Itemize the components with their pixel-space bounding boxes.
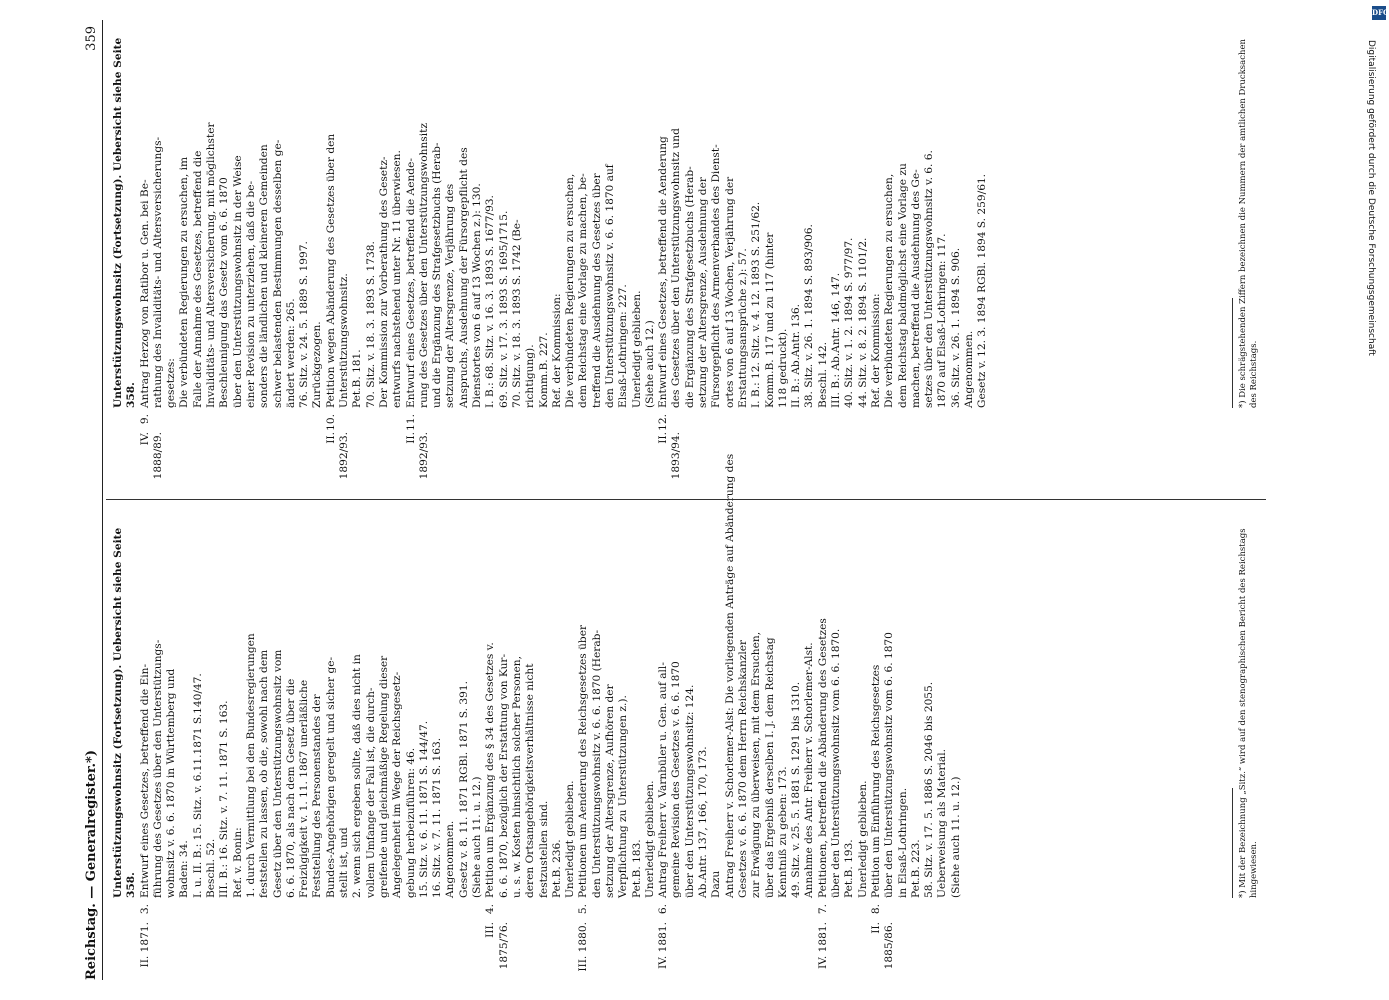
- session-year-label: II. 1871.: [138, 922, 151, 968]
- entry-line: Pet.B. 181.: [351, 349, 364, 408]
- footnote-left: *) Mit der Bezeichnung „Sitz.“ wird auf den stenographischen Bericht des Reichstags hingewiesen.: [1238, 528, 1259, 898]
- entry-line: Gesetz v. 8. 11. 1871 RGBl. 1871 S. 391.: [457, 680, 470, 898]
- entry-line: rathung des Invaliditäts- und Altersversicherungs-: [151, 136, 164, 408]
- entry-line: festzustellen sind.: [537, 800, 550, 898]
- entry-line: 1870 auf Elsaß-Lothringen: 117.: [936, 233, 949, 408]
- entry-line: III. B.: Ab.Antr. 146, 147.: [830, 272, 843, 408]
- entry-number: 12.: [657, 414, 670, 431]
- entry-line: gebung herbeizuführen: 46.: [404, 747, 417, 898]
- column-heading: Unterstützungswohnsitz (Fortsetzung). Uebersicht siehe Seite 358.: [112, 37, 138, 408]
- entry-line: den Unterstützungswohnsitz v. 6. 6. 1870 (Herab-: [590, 629, 603, 898]
- entry-line: Unerledigt geblieben.: [643, 780, 656, 898]
- entry-line: ortes von 6 auf 13 Wochen, Verjährung der: [723, 176, 736, 408]
- footnote-rule-left: [1232, 788, 1233, 898]
- entry-number: 4.: [484, 904, 497, 915]
- entry-body: [870, 510, 963, 898]
- page-number: 359: [84, 26, 99, 51]
- entry-line: Beschleunigung das Gesetz vom 6. 6. 1870: [218, 177, 231, 408]
- entry-number: 10.: [324, 414, 337, 431]
- column-right: [112, 20, 1297, 490]
- entry-line: 58. Sitz. v. 17. 5. 1886 S. 2046 bis 2055.: [923, 681, 936, 898]
- entry-line: Anspruchs, Ausdehnung der Fürsorgepflicht des: [457, 147, 470, 408]
- entry-line: Angenommen.: [963, 330, 975, 408]
- entry-line: über den Unterstützungswohnsitz vom 6. 6. 1870.: [830, 628, 843, 898]
- entry-line: Unterstützungswohnsitz.: [338, 273, 351, 408]
- entry-line: Ref. der Kommission:: [869, 293, 882, 408]
- entry-line: und die Ergänzung des Strafgesetzbuchs (Herab-: [431, 142, 444, 408]
- entry-body: [325, 20, 405, 408]
- entry-line: Ref. der Kommission:: [550, 293, 563, 408]
- register-entry: [870, 510, 963, 980]
- entry-line: 16. Sitz. v. 7. 11. 1871 S. 163.: [431, 737, 444, 898]
- entry-line: schwer belastenden Bestimmungen desselben ge-: [271, 139, 284, 408]
- entry-line: treffend die Ausdehnung des Gesetzes über: [590, 173, 603, 408]
- entry-line: Antrag Freiherr v. Schorlemer-Alst: Die vorliegenden Anträge auf Abänderung des: [723, 453, 736, 898]
- entry-line: über das Ergebniß derselben I. J. dem Reichstag: [763, 637, 776, 898]
- entry-number: 3.: [138, 904, 151, 915]
- register-entry: [817, 510, 870, 980]
- register-entry: [484, 510, 577, 980]
- entry-line: I. B.: 68. Sitz. v. 16. 3. 1893 S. 1677/93.: [484, 195, 497, 408]
- entry-line: richtigung).: [524, 344, 537, 408]
- entry-line: Kenntniß zu geben: 173.: [776, 766, 789, 898]
- entry-line: (Siehe auch 11. u. 12.): [949, 776, 962, 898]
- entry-line: greifende und gleichmäßige Regelung dieser: [377, 655, 390, 898]
- entry-line: die Ergänzung des Strafgesetzbuchs (Herab-: [683, 166, 696, 408]
- entry-line: Unerledigt geblieben.: [564, 780, 577, 898]
- entry-line: gesetzes:: [165, 358, 178, 408]
- column-heading: Unterstützungswohnsitz (Fortsetzung). Uebersicht siehe Seite 358.: [112, 527, 138, 898]
- entry-line: Dazu: [710, 870, 723, 898]
- entry-line: Die verbündeten Regierungen zu ersuchen, im: [178, 156, 191, 408]
- entry-line: vollem Umfange der Fall ist, die durch-: [364, 687, 377, 898]
- entry-line: stellt ist, und: [338, 827, 351, 898]
- session-year-label: IV. 1881.: [657, 922, 670, 970]
- register-entry: [577, 510, 657, 980]
- entry-body: [405, 20, 658, 408]
- entry-line: 70. Sitz. v. 18. 3. 1893 S. 1738.: [364, 241, 377, 408]
- entry-line: Ueberweisung als Material.: [936, 749, 949, 898]
- entry-line: u. s. w. Kosten hinsichtlich solcher Personen,: [510, 656, 523, 898]
- register-entry: [657, 20, 989, 490]
- entry-line: Petition wegen Abänderung des Gesetzes über den: [324, 133, 337, 408]
- entry-line: Die verbündeten Regierungen zu ersuchen,: [564, 173, 577, 408]
- entry-line: Invaliditäts- und Altersversicherung, mit möglichster: [205, 122, 218, 408]
- entry-line: 40. Sitz. v. 1. 2. 1894 S. 977/97.: [843, 237, 856, 408]
- entry-line: zur Erwägung zu überweisen, mit dem Ersuchen,: [750, 631, 763, 898]
- entry-number: 6.: [657, 904, 670, 915]
- entry-line: sonders die ländlichen und kleineren Gemeinden: [258, 144, 271, 408]
- entry-line: Entwurf eines Gesetzes, betreffend die Ein-: [138, 663, 151, 898]
- entry-line: Beschl. 142.: [816, 342, 829, 408]
- entry-line: Feststellung des Personenstandes der: [311, 694, 324, 898]
- entry-line: Der Kommission zur Vorberathung des Gesetz-: [377, 156, 390, 408]
- session-year-label: IV. 1881.: [816, 922, 829, 970]
- entry-line: setzung der Altersgrenze, Ausdehnung der: [697, 177, 710, 408]
- entry-number: 5.: [577, 904, 590, 915]
- register-entry: [405, 20, 658, 490]
- entry-number: 8.: [869, 904, 882, 915]
- header-rule: [102, 20, 103, 980]
- entry-line: Unerledigt geblieben.: [630, 290, 643, 408]
- entry-line: Petition um Einführung des Reichsgesetzes: [869, 664, 882, 898]
- entry-line: I. u. II. B.: 15. Sitz. v. 6.11.1871 S.140/47.: [191, 673, 204, 898]
- entry-body: [657, 20, 989, 408]
- entry-line: Beschl. 52.: [205, 838, 218, 898]
- entry-line: Falle der Annahme des Gesetzes, betreffend die: [191, 150, 204, 408]
- entry-line: Petitionen um Aenderung des Reichsgesetzes über: [577, 624, 590, 898]
- entry-line: 118 gedruckt).: [776, 328, 789, 408]
- entry-body: [139, 20, 325, 408]
- digitization-credit-text: Digitalisierung gefördert durch die Deutsche Forschungsgemeinschaft: [1366, 40, 1376, 356]
- entry-line: dem Reichstag eine Vorlage zu machen, be-: [577, 173, 590, 408]
- entry-line: Pet.B. 183.: [630, 839, 643, 898]
- entry-line: Bundes-Angehörigen geregelt und sicher ge-: [324, 656, 337, 898]
- entry-line: Petitionen, betreffend die Abänderung des Gesetzes: [816, 618, 829, 898]
- session-year-label: II. 1892/93.: [404, 432, 430, 480]
- entry-line: 36. Sitz. v. 26. 1. 1894 S. 906.: [949, 247, 962, 408]
- entry-number: 11.: [404, 414, 417, 431]
- entry-line: Antrag Freiherr v. Varnbüler u. Gen. auf all-: [657, 662, 670, 898]
- session-year-label: II. 1885/86.: [869, 922, 896, 970]
- entry-line: Die verbündeten Regierungen zu ersuchen,: [883, 173, 896, 408]
- session-year-label: II. 1893/94.: [657, 432, 683, 480]
- entry-line: 70. Sitz. v. 18. 3. 1893 S. 1742 (Be-: [510, 219, 523, 408]
- entry-line: Entwurf eines Gesetzes, betreffend die Aenderung: [657, 136, 670, 408]
- entry-number: 9.: [138, 414, 151, 425]
- entry-line: 69. Sitz. v. 17. 3. 1893 S. 1695/1715.: [497, 210, 510, 408]
- entry-line: setzung der Altersgrenze, Verjährung des: [444, 183, 457, 408]
- entry-line: (Siehe auch 11. u. 12.): [471, 776, 484, 898]
- session-year-label: III. 1880.: [577, 922, 590, 972]
- entry-body: [577, 510, 657, 898]
- entry-line: setzung der Altersgrenze, Aufhören der: [603, 684, 616, 898]
- entry-line: deren Ortsangehörigkeitsverhältnisse nicht: [524, 663, 537, 898]
- entry-line: entwurfs nachstehend unter Nr. 11 überwiesen.: [391, 150, 404, 408]
- entry-line: über den Unterstützungswohnsitz vom 6. 6. 1870: [883, 632, 896, 898]
- entry-line: Erstattungsansprüche z.): 57.: [736, 248, 749, 408]
- register-entry: [139, 510, 485, 980]
- session-year-label: IV. 1888/89.: [138, 432, 164, 480]
- entry-line: I. B.: 12. Sitz. v. 4. 12. 1893 S. 251/62.: [750, 201, 763, 408]
- entry-line: den Unterstützungswohnsitz v. 6. 6. 1870 auf: [603, 164, 616, 408]
- entry-line: Ref. v. Bonin:: [231, 827, 244, 898]
- register-page: [78, 20, 1323, 980]
- entry-line: Pet.B. 223.: [909, 839, 922, 898]
- entry-line: Elsaß-Lothringen: 227.: [617, 284, 630, 408]
- entry-line: Gesetz v. 12. 3. 1894 RGBl. 1894 S. 259/61.: [976, 173, 989, 408]
- entry-line: II. B.: Ab.Antr. 136.: [790, 304, 803, 408]
- entry-line: Zurückgezogen.: [311, 321, 324, 408]
- entry-line: 1. durch Vermittlung bei den Bundesregierungen: [244, 633, 257, 898]
- entry-line: in Elsaß-Lothringen.: [896, 787, 909, 898]
- entry-line: Gesetzes v. 6. 6. 1870 dem Herrn Reichskanzler: [736, 639, 749, 898]
- entry-line: 6. 6. 1870, bezüglich der Erstattung von Kur-: [497, 653, 510, 898]
- entry-line: 2. wenn sich ergeben sollte, daß dies nicht in: [351, 654, 364, 898]
- entry-line: Entwurf eines Gesetzes, betreffend die Aende-: [404, 158, 417, 408]
- digitization-credit: [1364, 40, 1378, 920]
- entry-line: Annahme des Antr. Freiherr v. Schorlemer-Alst.: [803, 642, 816, 898]
- footnote-right: *) Die schrägstehenden Ziffern bezeichnen die Nummern der amtlichen Drucksachen des Reichstags.: [1238, 39, 1259, 408]
- register-entry: [325, 20, 405, 490]
- entry-line: feststellen zu lassen, ob die, sowohl nach dem: [258, 649, 271, 898]
- entry-line: einer Revision zu unterziehen, daß die be-: [244, 180, 257, 408]
- entry-line: (Siehe auch 12.): [643, 320, 656, 408]
- entry-line: 6. 6. 1870, als nach dem Gesetz über die: [284, 678, 297, 898]
- entry-line: setzes über den Unterstützungswohnsitz v. 6. 6.: [923, 150, 936, 408]
- entry-line: des Gesetzes über den Unterstützungswohnsitz und: [670, 128, 683, 408]
- entry-line: über den Unterstützungswohnsitz in der Weise: [231, 155, 244, 408]
- running-head: Reichstag. — Generalregister.*): [84, 750, 99, 980]
- entry-line: rung des Gesetzes über den Unterstützungswohnsitz: [417, 123, 430, 408]
- entry-line: gemeine Revision des Gesetzes v. 6. 6. 1870: [670, 661, 683, 898]
- entry-line: Petition um Ergänzung des § 34 des Gesetzes v.: [484, 642, 497, 898]
- entry-line: über den Unterstützungswohnsitz: 124.: [683, 684, 696, 898]
- entry-line: Unerledigt geblieben.: [856, 780, 869, 898]
- entry-line: 15. Sitz. v. 6. 11. 1871 S. 144/47.: [417, 720, 430, 898]
- entry-line: Freizügigkeit v. 1. 11. 1867 unerläßliche: [298, 679, 311, 898]
- entry-line: Ab.Antr. 137, 166, 170, 173.: [697, 746, 710, 898]
- entry-line: machen, betreffend die Ausdehnung des Ge-: [909, 169, 922, 408]
- dfg-logo: DFG: [1372, 6, 1386, 20]
- entry-line: ändert werden: 265.: [284, 298, 297, 408]
- column-divider: [106, 499, 1266, 500]
- entry-line: Baden: 34.: [178, 840, 191, 898]
- session-year-label: III. 1875/76.: [484, 922, 510, 970]
- entry-line: Komm.B. 227.: [537, 332, 550, 408]
- entry-line: Antrag Herzog von Ratibor u. Gen. bei Be-: [138, 179, 151, 408]
- entry-line: führung des Gesetzes über den Unterstützungs-: [151, 639, 164, 898]
- entry-body: [484, 510, 577, 898]
- entry-line: Dienstortes von 6 auf 13 Wochen z.): 130.: [471, 183, 484, 408]
- entry-body: [139, 510, 485, 898]
- entry-line: Pet.B. 193.: [843, 839, 856, 898]
- entry-line: Fürsorgepflicht des Armenverbandes des Dienst-: [710, 144, 723, 408]
- entry-line: 44. Sitz. v. 8. 2. 1894 S. 1101/2.: [856, 237, 869, 408]
- entry-line: 49. Sitz. v. 25. 5. 1881 S. 1291 bis 1310.: [790, 681, 803, 898]
- entry-line: wohnsitz v. 6. 6. 1870 in Württemberg und: [165, 668, 178, 898]
- entry-line: Pet.B. 236.: [550, 839, 563, 898]
- footnote-rule-right: [1232, 298, 1233, 408]
- entry-line: 38. Sitz. v. 26. 1. 1894 S. 893/906.: [803, 224, 816, 408]
- entry-body: [817, 510, 870, 898]
- entry-line: Angelegenheit im Wege der Reichsgesetz-: [391, 671, 404, 898]
- entry-line: Verpflichtung zu Unterstützungen z.).: [617, 695, 630, 898]
- entry-line: Angenommen.: [444, 820, 457, 898]
- entry-line: Komm.B. 117 und zu 117 (hinter: [763, 232, 776, 408]
- entry-line: 76. Sitz. v. 24. 5. 1889 S. 1997.: [298, 241, 311, 408]
- session-year-label: II. 1892/93.: [324, 432, 351, 480]
- entry-line: dem Reichstag baldmöglichst eine Vorlage zu: [896, 163, 909, 408]
- register-entry: [139, 20, 325, 490]
- entry-number: 7.: [816, 904, 829, 915]
- entry-line: Gesetz über den Unterstützungswohnsitz vom: [271, 649, 284, 898]
- entry-line: III. B.: 16. Sitz. v. 7. 11. 1871 S. 163.: [218, 700, 231, 898]
- page-header: [78, 20, 106, 980]
